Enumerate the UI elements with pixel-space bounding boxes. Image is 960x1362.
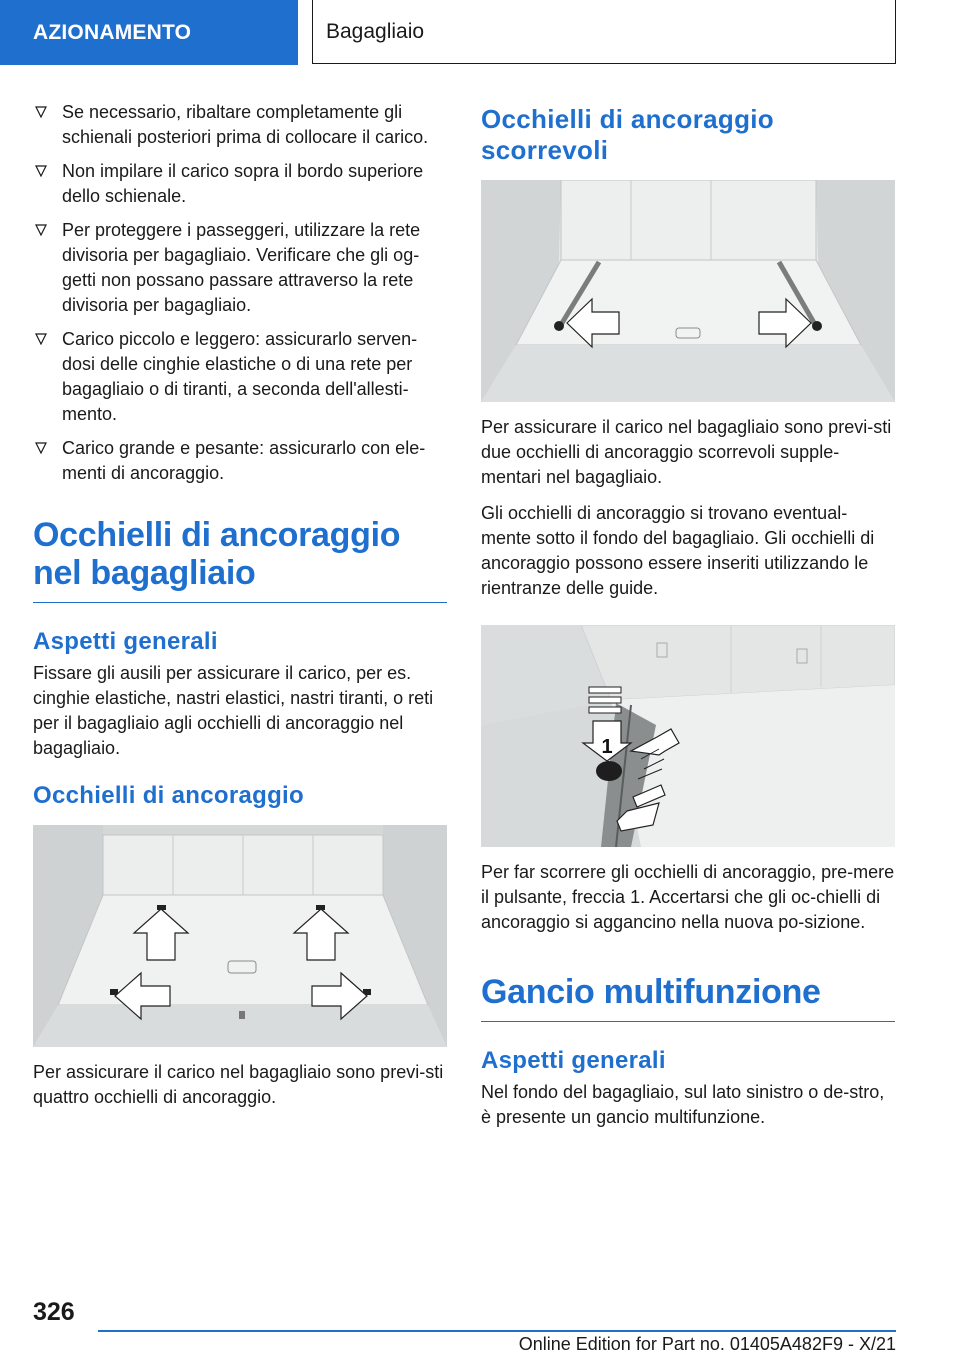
chapter-title: Bagagliaio [326, 19, 425, 43]
page-number: 326 [33, 1298, 75, 1326]
figure-caption: Per assicurare il carico nel bagagliaio sono previ-sti quattro occhielli di ancoraggio. [33, 1062, 444, 1107]
subsection-heading: Aspetti generali [33, 628, 218, 655]
subsection-heading: Aspetti generali [481, 1047, 666, 1074]
sliding-anchors-illustration [481, 180, 895, 402]
body-paragraph: Gli occhielli di ancoraggio si trovano eventual-mente sotto il fondo del bagagliaio. Gli occhielli di ancoraggio possono essere inseriti utilizzando le rientranze delle guide. [481, 503, 875, 598]
figure-caption: Per far scorrere gli occhielli di ancoraggio, pre-mere il pulsante, freccia 1. Accertarsi che gli oc-chielli di ancoraggio si aggancino nella nuova po-sizione. [481, 862, 895, 932]
section-heading: Occhielli di ancoraggio nel bagagliaio [33, 516, 447, 603]
list-item: Per proteggere i passeggeri, utilizzare la rete divisoria per bagagliaio. Verificare che gli og-getti non possano passare attraverso la rete divisoria per bagagliaio. [33, 218, 447, 318]
footer-edition: Online Edition for Part no. 01405A482F9 - X/21 [518, 1334, 896, 1354]
sliding-rail-illustration [481, 625, 895, 847]
list-item: Carico piccolo e leggero: assicurarlo serven-dosi delle cinghie elastiche o di una rete per bagagliaio o di tiranti, a seconda dell'allesti-mento. [33, 327, 447, 427]
bullet-list [33, 100, 447, 486]
section-tab [0, 0, 298, 65]
chapter-header [312, 0, 896, 64]
section-title: AZIONAMENTO [33, 20, 192, 44]
list-item: Carico grande e pesante: assicurarlo con ele-menti di ancoraggio. [33, 436, 447, 486]
list-item: Non impilare il carico sopra il bordo superiore dello schienale. [33, 159, 447, 209]
left-column [33, 100, 447, 1121]
body-paragraph: Per assicurare il carico nel bagagliaio sono previ-sti due occhielli di ancoraggio scorrevoli supple-mentari nel bagagliaio. [481, 417, 892, 487]
triangle-bullet-icon [35, 165, 47, 177]
footer-divider [98, 1330, 896, 1332]
section-heading: Gancio multifunzione [481, 973, 895, 1022]
body-paragraph: Fissare gli ausili per assicurare il carico, per es. cinghie elastiche, nastri elastici, nastri tiranti, o reti per il bagagliaio agli occhielli di ancoraggio nel bagagliaio. [33, 663, 434, 758]
callout-number: 1 [601, 736, 613, 758]
triangle-bullet-icon [35, 106, 47, 118]
triangle-bullet-icon [35, 442, 47, 454]
body-paragraph: Nel fondo del bagagliaio, sul lato sinistro o de-stro, è presente un gancio multifunzione. [481, 1082, 885, 1127]
triangle-bullet-icon [35, 224, 47, 236]
subsection-heading: Occhielli di ancoraggio [33, 782, 304, 809]
subsection-heading: Occhielli di ancoraggio scorrevoli [481, 104, 774, 165]
list-item: Se necessario, ribaltare completamente gli schienali posteriori prima di collocare il carico. [33, 100, 447, 150]
right-column [481, 100, 895, 1141]
trunk-anchors-illustration [33, 825, 447, 1047]
triangle-bullet-icon [35, 333, 47, 345]
